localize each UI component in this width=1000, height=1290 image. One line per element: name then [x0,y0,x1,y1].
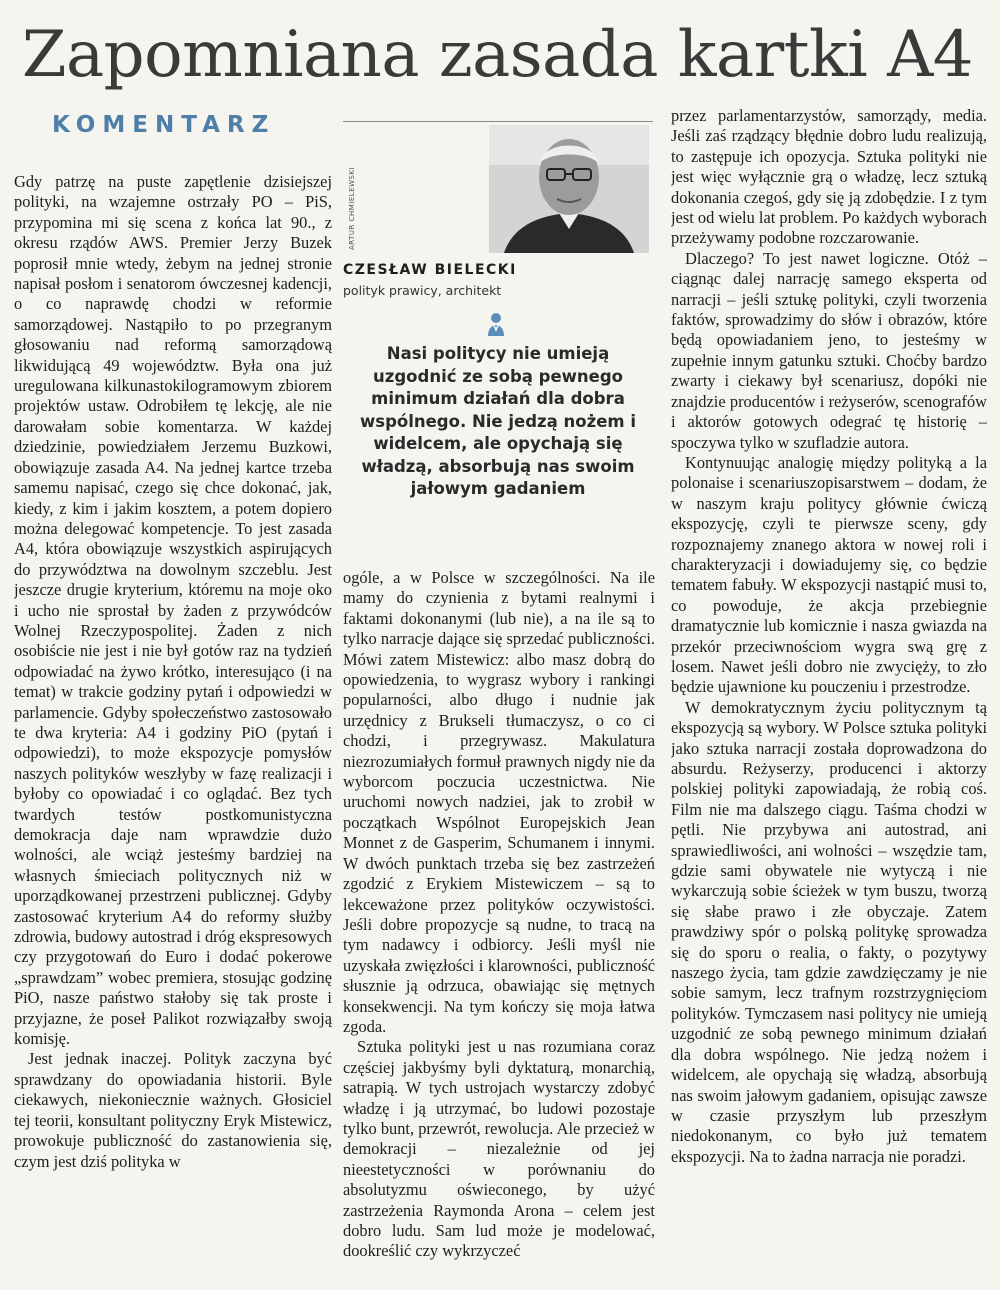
headline: Zapomniana zasada kartki A4 [22,18,973,92]
article-column-3 [671,106,987,1280]
paragraph: Gdy patrzę na puste zapętlenie dzisiejszej polityki, na wzajemne ostrzały PO – PiS, przypomina mi się scena z końca lat 90., z okresu rządów AWS. Premier Jerzy Buzek poprosił mnie wtedy, żebym na jednej stronie napisał posłom i senatorom ówczesnej kadencji, o co naprawdę chodzi w reformie samorządowej. Nastąpiło to po przegranym głosowaniu nad reformą samorządową likwidującą 49 województw. Była ona już uregulowana kilkunastokilogramowym zbiorem projektów ustaw. Odrobiłem tę lekcję, ale nie darowałam sobie komentarza. W każdej dziedzinie, powiedziałem Jerzemu Buzkowi, obowiązuje zasada A4. Na jednej kartce trzeba samemu napisać, czego się chce dokonać, jak, kiedy, z kim i jakim kosztem, a potem dopiero można delegować kompetencje. To jest zasada A4, która obowiązuje wszystkich aspirujących do przywództwa na dowolnym szczeblu. Jest jeszcze drugie kryterium, któremu na moje oko i ucho nie sprostał by żaden z przywódców Wolnej Rzeczypospolitej. Żaden z nich osobiście nie jest i nie był gotów raz na tydzień odpowiadać na żywo krótko, interesująco (i na temat) w trakcie godziny pytań i odpowiedzi w parlamencie. Gdyby społeczeństwo zastosowało te dwa kryteria: A4 i godziny PiO (pytań i odpowiedzi), to może ekspozycje pomysłów naszych polityków weszłyby w fazę realizacji i byłoby co opowiadać i co oglądać. Bez tych twardych testów postkomunistyczna demokracja daje nam wprawdzie dużo wolności, ale wciąż jesteśmy bardziej na własnych śmieciach politycznych niż w uporządkowanej przestrzeni publicznej. Gdyby zastosować kryterium A4 do reformy służby zdrowia, budowy autostrad i dróg ekspresowych czy przygotowań do Euro i dodać pokerowe „sprawdzam” wobec premiera, stosując godzinę PiO, nasze państwo stałoby się tak proste i przyjazne, że poseł Palikot rozwiązałby swoją komisję. [14,172,332,1049]
article-column-2 [343,568,655,1280]
article-column-1 [14,172,332,1280]
author-name: CZESŁAW BIELECKI [343,262,517,278]
photo-credit: ARTUR CHMIELEWSKI [348,166,356,250]
divider [343,121,653,122]
paragraph: W demokratycznym życiu politycznym tą ekspozycją są wybory. W Polsce sztuka polityki jako sztuka narracji została doprowadzona do absurdu. Reżyserzy, producenci i aktorzy polskiej polityki zapowiadają, że robią coś. Film nie ma dalszego ciągu. Taśma chodzi w pętli. Nie przybywa ani autostrad, ani sprawiedliwości, ani wolności – wszędzie tam, gdzie sami obywatele nie wytyczą i nie wykarczują sobie ścieżek w tym buszu, tworzą się słabe prawo i złe obyczaje. Zatem prawdziwy spór o polską politykę sprowadza się do sporu o realia, o fakty, o pozytywy naszego życia, tam gdzie zawdzięczamy je nie sobie samym, lecz trafnym rozstrzygnięciom polityków. Tymczasem nasi politycy nie umieją uzgodnić ze sobą pewnego minimum działań dla dobra wspólnego. Nie jedzą nożem i widelcem, ale opychają się władzą, absorbują nas swoim jałowym gadaniem, opisując zawsze w czasie przyszłym lub przeszłym niedokonanym, co było już tematem ekspozycji. Na to żadna narracja nie poradzi. [671,697,987,1166]
paragraph: Kontynuując analogię między polityką a la polonaise i scenariuszopisarstwem – dodam, że w naszym kraju politycy głównie ćwiczą ekspozycję, czyli te pierwsze sceny, gdy rozpoznajemy znanego aktora w nowej roli i charakteryzacji i dowiadujemy się, co będzie tematem fabuły. W ekspozycji nastąpić musi to, co powoduje, że akcja przebiegnie dramatycznie lub komicznie i nasza gwiazda na przekór przeciwnościom wygra swą grę z losem. Nawet jeśli dobro nie zwycięży, to zło będzie ujawnione ku pouczeniu i przestrodze. [671,452,987,697]
paragraph: Jest jednak inaczej. Polityk zaczyna być sprawdzany do opowiadania historii. Byle ciekawych, niekoniecznie ważnych. Głosiciel tej teorii, konsultant polityczny Eryk Mistewicz, prowokuje publiczność do zastanowienia się, czym jest dziś polityka w [14,1049,332,1171]
author-portrait [489,125,649,253]
paragraph: ogóle, a w Polsce w szczególności. Na ile mamy do czynienia z bytami realnymi i faktami dokonanymi (lub nie), a na ile są to tylko narracje dające się sprzedać publiczności. Mówi zatem Mistewicz: albo masz dobrą do opowiedzenia, to wygrasz wybory i rankingi popularności, albo długo i nudnie jak urzędnicy z Brukseli tłumaczysz, o co ci chodzi, i przegrywasz. Makulatura niezrozumiałych formuł prawnych nigdy nie da wyborcom poczucia uczestnictwa. Nie uruchomi nowych nadziei, jak to zrobił w początkach Wspólnot Europejskich Jean Monnet z de Gasperim, Schumanem i innymi. W dwóch punktach trzeba się bez zastrzeżeń zgodzić z Erykiem Mistewiczem – są to lekceważone przez polityków oczywistości. Jeśli dobre propozycje są nudne, to tracą na tym nadawcy i odbiorcy. Jeśli myśl nie uzyskała zwięzłości i klarowności, publiczność słusznie ją odrzuca, obawiając się mętnych konsekwencji. Na tym kończy się moja łatwa zgoda. [343,568,655,1036]
author-photo [489,125,649,253]
paragraph: przez parlamentarzystów, samorządy, media. Jeśli zaś rządzący błędnie dobro ludu realizują, to zastępuje ich opozycja. Sztuka polityki nie jest więc wyłącznie grą o władzę, lecz sztuką dokonania czegoś, gdy się ją zdobędzie. I z tym jest od wielu lat problem. Po każdych wyborach przeżywamy podobne rozczarowanie. [671,106,987,248]
quote-icon [484,312,508,340]
author-role: polityk prawicy, architekt [343,283,502,298]
section-label: KOMENTARZ [52,112,276,138]
pullquote: Nasi politycy nie umieją uzgodnić ze sobą pewnego minimum działań dla dobra wspólnego. Nie jedzą nożem i widelcem, ale opychają się władzą, absorbują nas swoim jałowym gadaniem [360,344,636,498]
paragraph: Dlaczego? To jest nawet logiczne. Otóż – ciągnąc dalej narrację samego eksperta od narracji – jeśli sztukę polityki, czyli tworzenia faktów, sprowadzimy do słów i obrazów, które będą opowiadaniem jeno, to jesteśmy w zupełnie innym gatunku sztuki. Choćby bardzo zwarty i ciekawy był scenariusz, dopóki nie znajdzie producentów i reżyserów, scenografów i aktorów gotowych odegrać tę historię – spoczywa tylko w szufladzie autora. [671,248,987,452]
paragraph: Sztuka polityki jest u nas rozumiana coraz częściej jakbyśmy byli dyktaturą, monarchią, satrapią. W tych ustrojach wystarczy zdobyć władzę i ją utrzymać, bo ludowi pozostaje tylko bunt, przewrót, rewolucja. Ale przecież w demokracji – niezależnie od jej nieestetyczności w porównaniu do absolutyzmu oświeconego, by użyć zastrzeżenia Raymonda Arona – celem jest dobro ludu. Sam lud może je modelować, dookreślić czy wykrzyczeć [343,1037,655,1261]
